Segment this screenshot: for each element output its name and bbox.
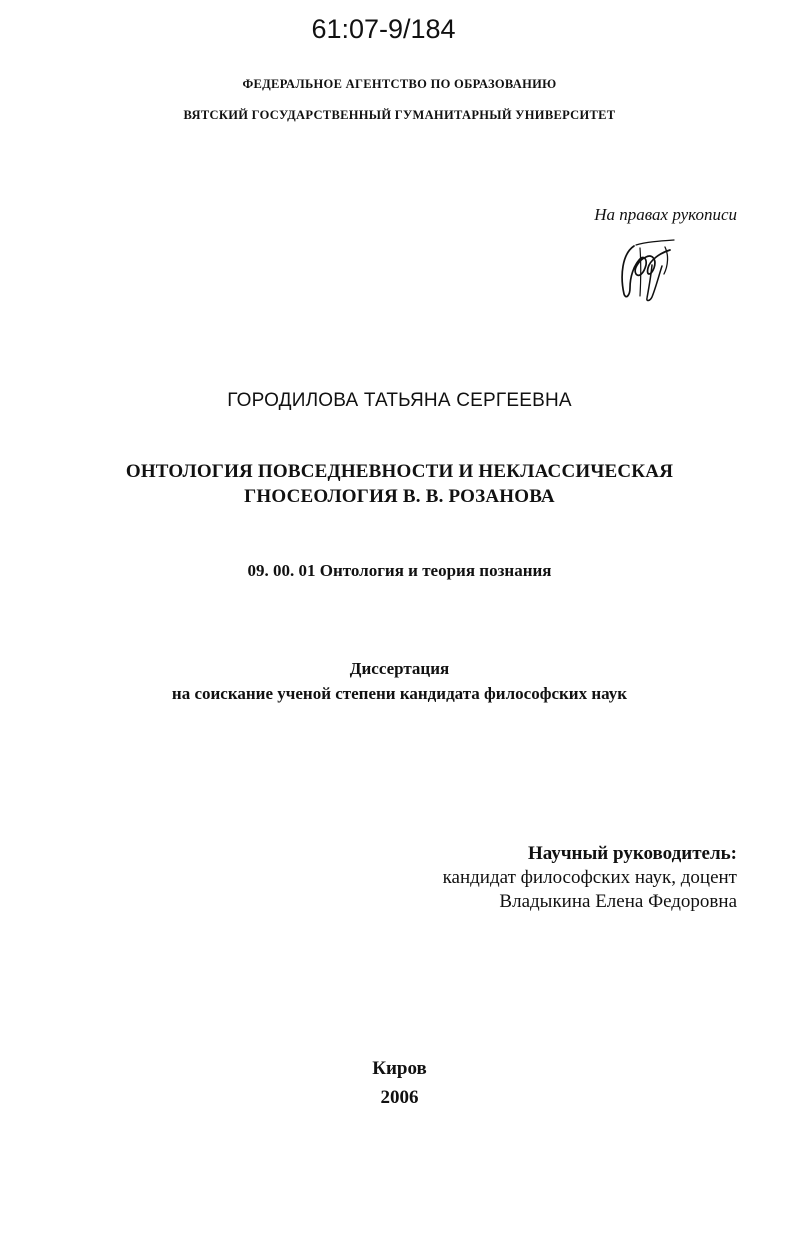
degree-line: на соискание ученой степени кандидата философских наук (171, 684, 628, 703)
agency-name: ФЕДЕРАЛЬНОЕ АГЕНТСТВО ПО ОБРАЗОВАНИЮ (242, 77, 557, 91)
handwritten-signature (612, 238, 692, 304)
catalog-number (0, 14, 799, 45)
specialty-code: 09. 00. 01 Онтология и теория познания (247, 561, 552, 580)
supervisor-label: Научный руководитель: (528, 843, 737, 864)
supervisor-title: кандидат философских наук, доцент (442, 867, 737, 888)
university-name: ВЯТСКИЙ ГОСУДАРСТВЕННЫЙ ГУМАНИТАРНЫЙ УНИВЕРСИТЕТ (183, 108, 616, 122)
manuscript-note: На правах рукописи (594, 205, 737, 224)
catalog-number-text: 61:07-9/184 (311, 14, 456, 44)
dissertation-title-line-2: ГНОСЕОЛОГИЯ В. В. РОЗАНОВА (244, 486, 555, 507)
year: 2006 (380, 1087, 419, 1108)
supervisor-name: Владыкина Елена Федоровна (499, 891, 737, 912)
author-name: ГОРОДИЛОВА ТАТЬЯНА СЕРГЕЕВНА (227, 390, 572, 411)
dissertation-title-line-1: ОНТОЛОГИЯ ПОВСЕДНЕВНОСТИ И НЕКЛАССИЧЕСКАЯ (125, 461, 674, 482)
work-type: Диссертация (349, 659, 450, 678)
city: Киров (372, 1058, 427, 1079)
